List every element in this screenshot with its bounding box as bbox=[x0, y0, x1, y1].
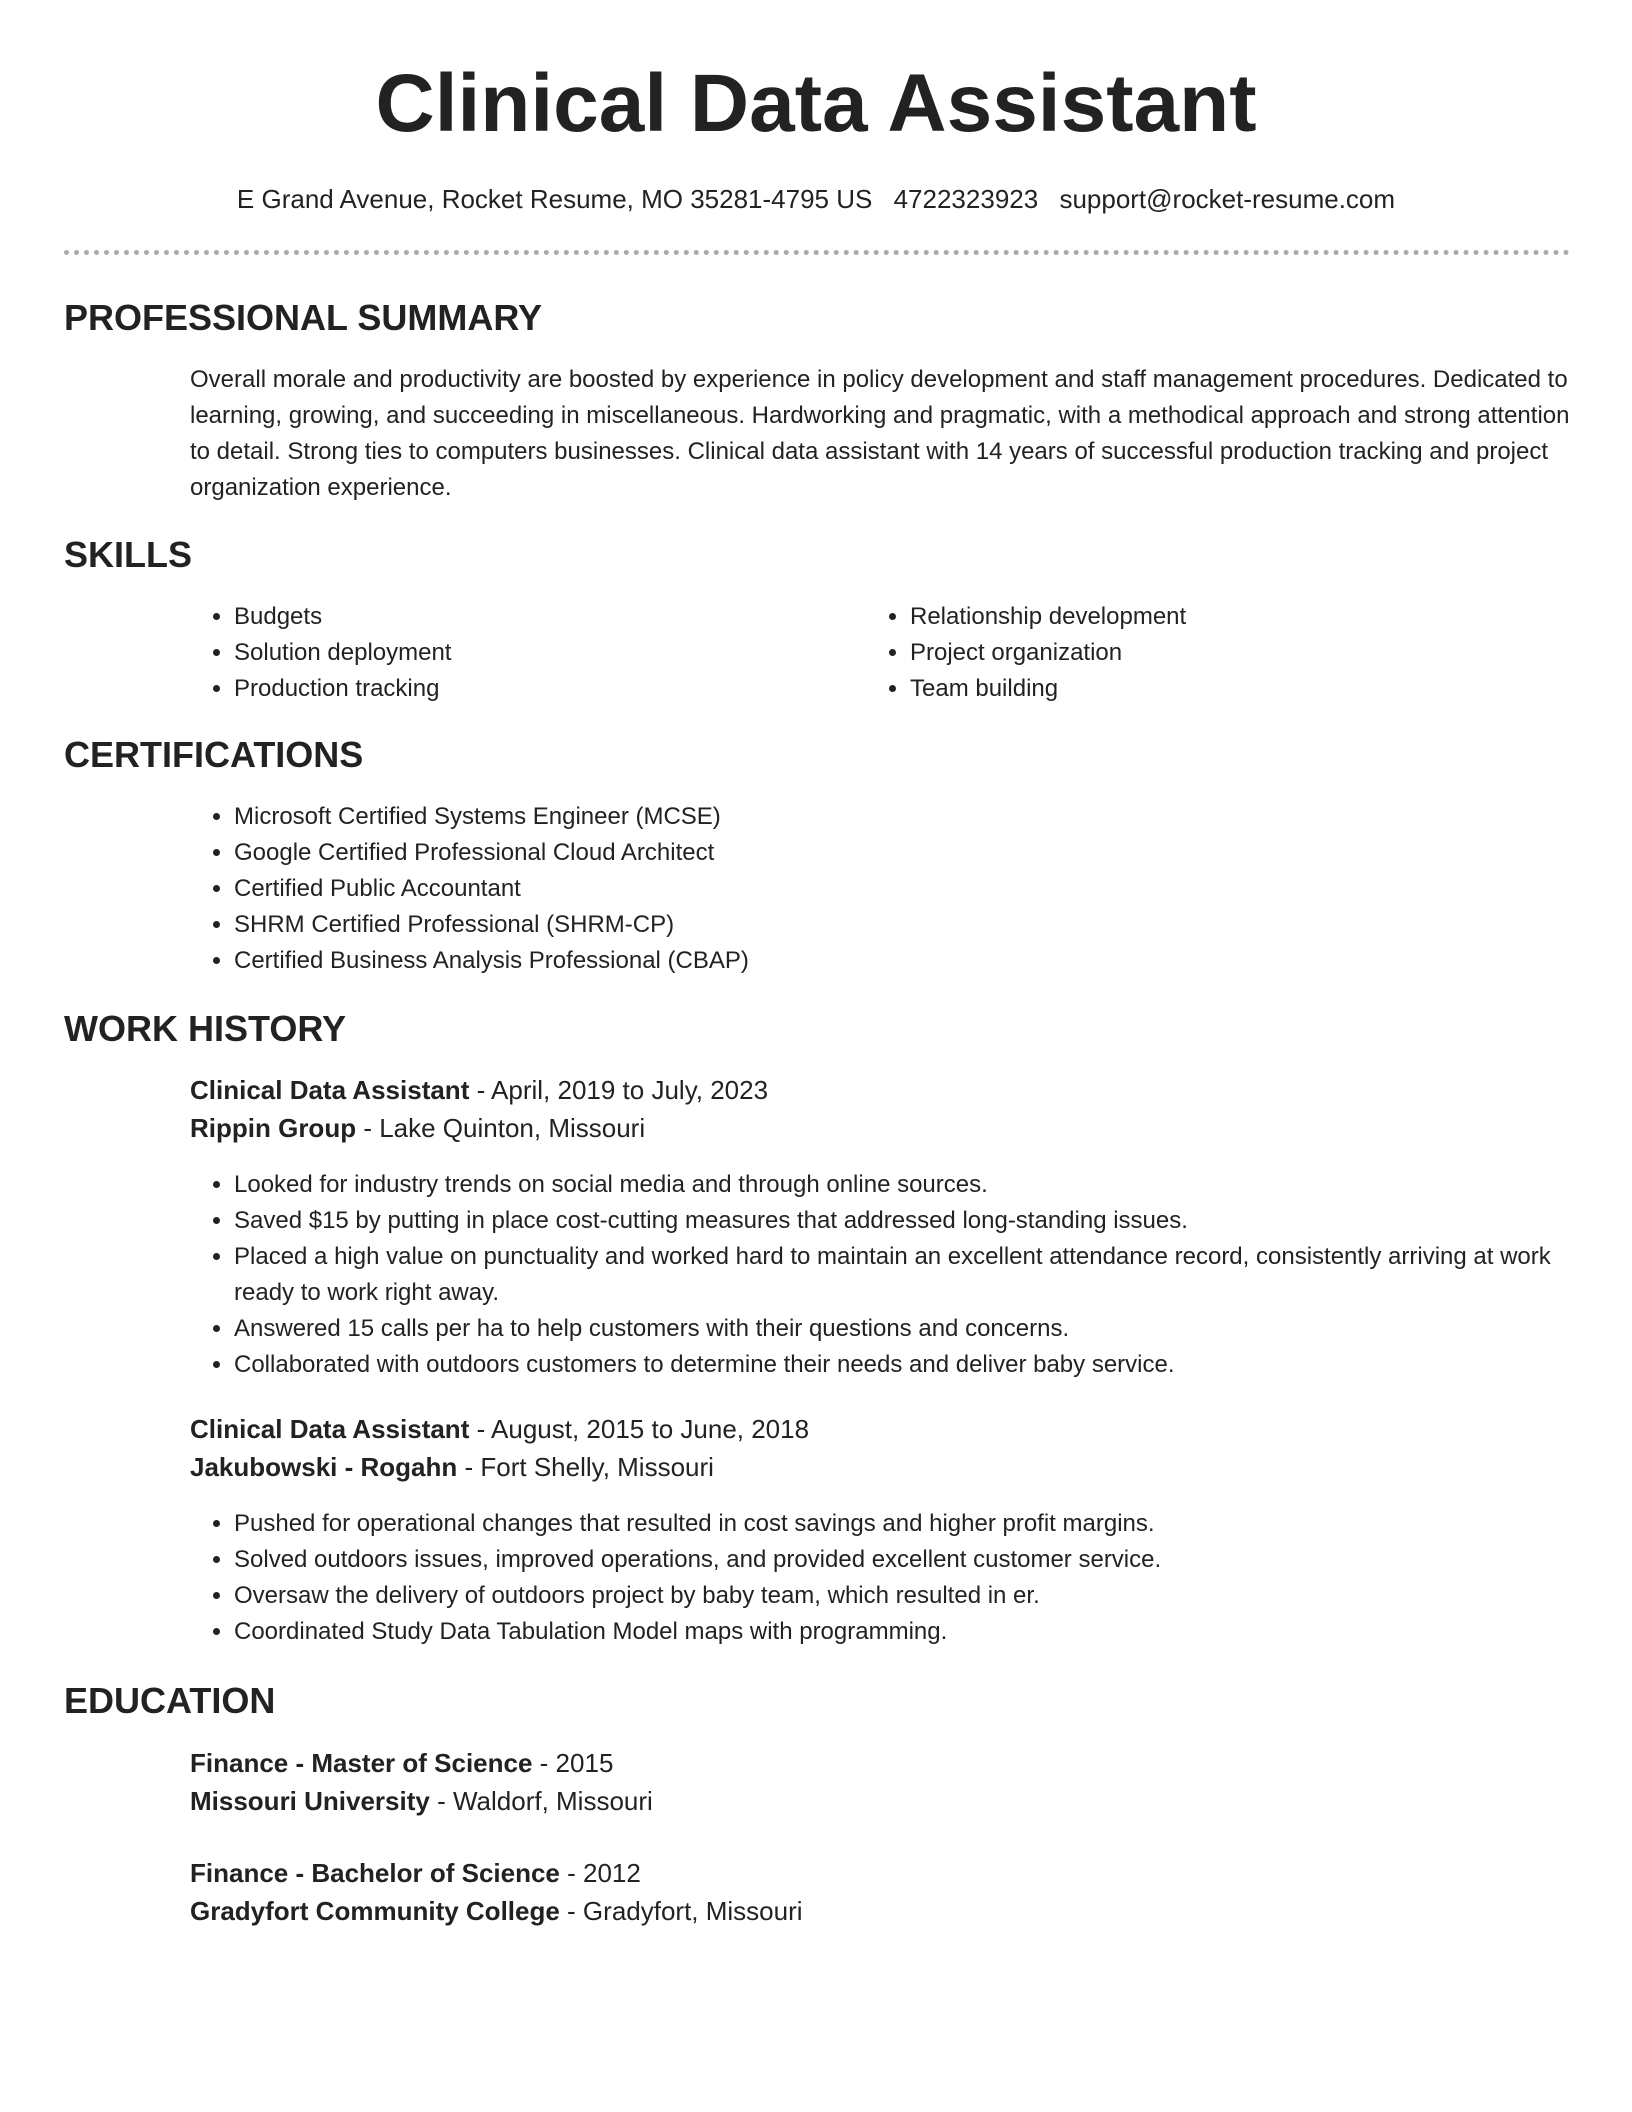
job-bullet: • Saved $15 by putting in place cost-cutting measures that addressed long-standing issues. bbox=[234, 1203, 1570, 1239]
job-company-line bbox=[190, 1449, 714, 1485]
skills-list-right bbox=[866, 599, 1510, 707]
job-dates: - August, 2015 to June, 2018 bbox=[469, 1414, 810, 1444]
education-year: - 2015 bbox=[532, 1748, 614, 1778]
education-school: Gradyfort Community College bbox=[190, 1896, 560, 1926]
education-school-line bbox=[190, 1893, 803, 1929]
contact-address: E Grand Avenue, Rocket Resume, MO 35281-4795 US bbox=[236, 184, 873, 214]
job-bullet: • Coordinated Study Data Tabulation Model maps with programming. bbox=[234, 1614, 1570, 1650]
job-company: Jakubowski - Rogahn bbox=[190, 1452, 458, 1482]
contact-phone: 4722323923 bbox=[893, 184, 1039, 214]
certification-item: • Certified Business Analysis Professional (CBAP) bbox=[234, 943, 1534, 979]
job-bullet: • Looked for industry trends on social media and through online sources. bbox=[234, 1167, 1570, 1203]
work-history-heading: WORK HISTORY bbox=[64, 1008, 347, 1049]
job-bullet: • Answered 15 calls per ha to help customers with their questions and concerns. bbox=[234, 1311, 1570, 1347]
resume-title: Clinical Data Assistant bbox=[375, 58, 1257, 149]
education-degree-line bbox=[190, 1745, 613, 1781]
education-location: - Gradyfort, Missouri bbox=[559, 1896, 803, 1926]
contact-email: support@rocket-resume.com bbox=[1059, 184, 1396, 214]
job-location: - Lake Quinton, Missouri bbox=[356, 1113, 646, 1143]
job-location: - Fort Shelly, Missouri bbox=[457, 1452, 714, 1482]
skill-item: • Budgets bbox=[234, 599, 834, 635]
education-degree: Finance - Bachelor of Science bbox=[190, 1858, 560, 1888]
job-bullet: • Solved outdoors issues, improved operations, and provided excellent customer service. bbox=[234, 1542, 1570, 1578]
summary-text: Overall morale and productivity are boosted by experience in policy development and staff management procedures. Dedicated to learning, growing, and succeeding in miscellaneous. Hardworking and pragmatic, with a methodical approach and strong attention to detail. Strong ties to computers businesses. Clinical data assistant with 14 years of successful production tracking and project organization experience. bbox=[190, 366, 1570, 501]
job-title-line bbox=[190, 1072, 768, 1108]
skill-item: • Production tracking bbox=[234, 671, 834, 707]
job-bullets bbox=[190, 1167, 1570, 1383]
skill-item: • Team building bbox=[910, 671, 1510, 707]
education-school-line bbox=[190, 1783, 653, 1819]
job-bullet: • Pushed for operational changes that resulted in cost savings and higher profit margins. bbox=[234, 1506, 1570, 1542]
job-title-line bbox=[190, 1411, 809, 1447]
job-company: Rippin Group bbox=[190, 1113, 357, 1143]
job-company-line bbox=[190, 1110, 645, 1146]
certification-item: • Microsoft Certified Systems Engineer (MCSE) bbox=[234, 799, 1534, 835]
job-bullet: • Placed a high value on punctuality and worked hard to maintain an excellent attendance record, consistently arriving at work ready to work right away. bbox=[234, 1239, 1570, 1311]
certification-item: • Google Certified Professional Cloud Architect bbox=[234, 835, 1534, 871]
education-degree-line bbox=[190, 1855, 641, 1891]
job-title: Clinical Data Assistant bbox=[190, 1075, 470, 1105]
certification-item: • Certified Public Accountant bbox=[234, 871, 1534, 907]
contact-line bbox=[0, 182, 1632, 216]
job-bullet: • Collaborated with outdoors customers to determine their needs and deliver baby service. bbox=[234, 1347, 1570, 1383]
skills-heading: SKILLS bbox=[64, 534, 193, 575]
skills-list-left bbox=[190, 599, 834, 707]
education-location: - Waldorf, Missouri bbox=[429, 1786, 653, 1816]
header-divider bbox=[64, 250, 1570, 255]
education-heading: EDUCATION bbox=[64, 1680, 276, 1721]
education-year: - 2012 bbox=[559, 1858, 641, 1888]
certification-item: • SHRM Certified Professional (SHRM-CP) bbox=[234, 907, 1534, 943]
skill-item: • Solution deployment bbox=[234, 635, 834, 671]
job-bullet: • Oversaw the delivery of outdoors project by baby team, which resulted in er. bbox=[234, 1578, 1570, 1614]
certifications-list bbox=[190, 799, 1534, 979]
summary-heading: PROFESSIONAL SUMMARY bbox=[64, 297, 543, 338]
skill-item: • Relationship development bbox=[910, 599, 1510, 635]
job-bullets bbox=[190, 1506, 1570, 1650]
job-title: Clinical Data Assistant bbox=[190, 1414, 470, 1444]
job-dates: - April, 2019 to July, 2023 bbox=[469, 1075, 769, 1105]
skill-item: • Project organization bbox=[910, 635, 1510, 671]
education-degree: Finance - Master of Science bbox=[190, 1748, 533, 1778]
certifications-heading: CERTIFICATIONS bbox=[64, 734, 364, 775]
education-school: Missouri University bbox=[190, 1786, 430, 1816]
